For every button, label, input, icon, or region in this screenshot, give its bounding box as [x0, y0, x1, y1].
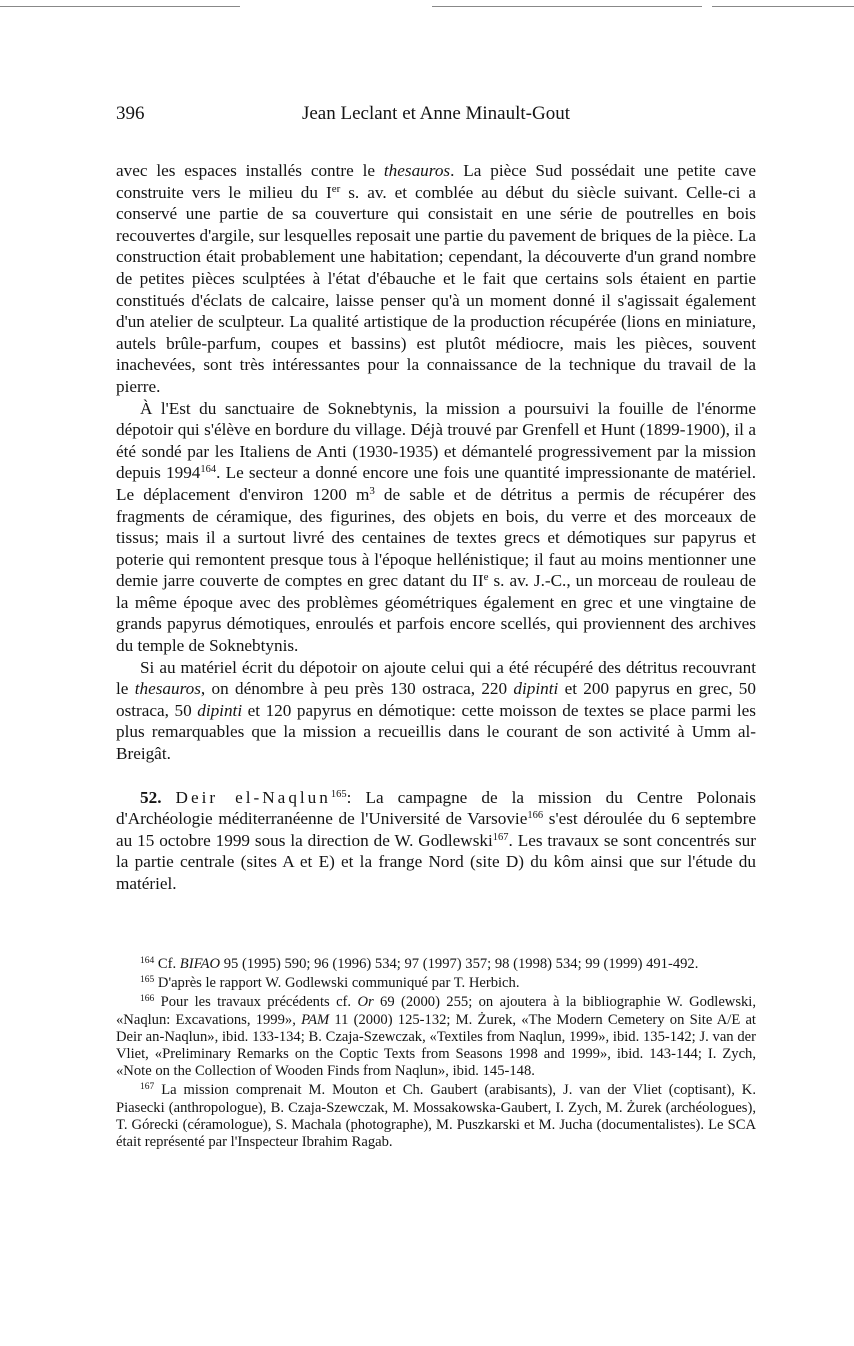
paragraph-depotoir — [116, 398, 756, 657]
top-rule-left — [0, 6, 240, 7]
text-run: D'après le rapport W. Godlewski communiqué par T. Herbich. — [154, 975, 520, 992]
section-name: Deir el-Naqlun — [175, 787, 331, 807]
italic-term: dipinti — [197, 700, 243, 720]
footnote-marker: 167 — [140, 1082, 155, 1093]
text-run: . La pièce Sud possédait une petite cave construite vers le milieu du I — [116, 161, 756, 202]
footnote-marker: 165 — [140, 975, 155, 986]
footnote-marker: 164 — [140, 956, 155, 966]
text-run: À l'Est du sanctuaire de Soknebtynis, la mission a poursuivi la fouille de l'énorme dépotoir qui s'élève en bordure du village. Déjà trouvé par Grenfell et Hunt (1899-1900), il a été sondé par les Italiens de Anti (1930-1935) et démantelé progressivement par la mission depuis 1994 — [116, 398, 756, 483]
footnote-164 — [116, 956, 756, 973]
paragraph-materiel-ecrit — [116, 657, 756, 765]
section-52-paragraph — [116, 787, 756, 895]
text-run: 11 (2000) 125-132; M. Żurek, «The Modern Cemetery on Site A/E at Deir an-Naqlun», ibid. 133-134; B. Czaja-Szewczak, «Textiles from Naqlun, 1999», ibid. 135-142; J. van der Vliet, «Preliminary Remarks on the Coptic Texts from Seasons 1998 and 1999», ibid. 143-144; I. Zych, «Note on the Collection of Wooden Finds from Naqlun», ibid. 145-148. — [116, 1011, 756, 1080]
journal-title: PAM — [301, 1011, 330, 1028]
footnote-ref-164[interactable]: 164 — [200, 464, 217, 476]
text-run: , on dénombre à peu près 130 ostraca, 220 — [200, 679, 514, 699]
footnote-ref-165[interactable]: 165 — [330, 788, 347, 800]
footnote-ref-166[interactable]: 166 — [527, 810, 544, 822]
text-run: Pour les travaux précédents cf. — [154, 994, 358, 1011]
paragraph-atelier — [116, 160, 756, 398]
text-run: avec les espaces installés contre le — [116, 161, 384, 180]
text-run: s. av. et comblée au début du siècle suivant. Celle-ci a conservé une partie de sa couverture qui consistait en une série de poutrelles en bois recouvertes d'argile, sur lesquelles reposait une partie du pavement de briques de la pièce. La construction était probablement une habitation; cependant, la découverte d'un grand nombre de petites pièces sculptées à l'état d'ébauche et le fait que certains sols étaient en partie constitués d'éclats de calcaire, laisse penser qu'à un moment donné il s'agissait également d'un atelier de sculpteur. La qualité artistique de la production récupérée (lions en miniature, autels brûle-parfum, coupes et bassins) est plutôt médiocre, mais les pièces, souvent inachevées, sont très intéressantes pour la connaissance de la technique du travail de la pierre. — [116, 182, 757, 396]
main-text — [116, 160, 756, 895]
italic-term: dipinti — [513, 679, 559, 699]
footnote-165 — [116, 975, 756, 992]
text-run: La mission comprenait M. Mouton et Ch. Gaubert (arabisants), J. van der Vliet (coptisant), K. Piasecki (anthropologue), B. Czaja-Szewczak, M. Mossakowska-Gaubert, I. Zych, M. Żurek (archéologues), T. Górecki (céramologue), S. Machala (photographe), M. Puszkarski et M. Jucha (documentalistes). Le SCA était représenté par l'Inspecteur Ibrahim Ragab. — [116, 1082, 756, 1151]
text-run: Si au matériel écrit du dépotoir on ajoute celui qui a été récupéré des détritus recouvrant le — [116, 657, 756, 699]
journal-title: Or — [357, 994, 374, 1011]
text-run: s. av. J.-C., un morceau de rouleau de la même époque avec des problèmes géométriques également en grec et une vingtaine de grands papyrus démotiques, enroulés et parfois encore scellés, qui proviennent des archives du temple de Soknebtynis. — [116, 571, 756, 656]
text-run: s'est déroulée du 6 septembre au 15 octobre 1999 sous la direction de W. Godlewski — [116, 809, 756, 850]
superscript: 3 — [369, 484, 375, 497]
text-run: : La campagne de la mission du Centre Polonais d'Archéologie méditerranéenne de l'Université de Varsovie — [116, 787, 756, 829]
page-header — [116, 103, 756, 129]
superscript: er — [331, 182, 341, 195]
text-run: de sable et de détritus a permis de récupérer des fragments de céramique, des figurines, des objets en bois, du verre et des morceaux de tissus; mais il a surtout livré des centaines de textes grecs et démotiques sur papyrus et poterie qui remontent presque tous à l'époque hellénistique; il faut au moins mentionner une demie jarre couverte de comptes en grec datant du II — [116, 484, 756, 591]
superscript: e — [483, 571, 489, 584]
text-run: Cf. — [154, 956, 180, 972]
top-rule-right — [712, 6, 854, 7]
text-run: . Les travaux se sont concentrés sur la partie centrale (sites A et E) et la frange Nord (site D) du kôm ainsi que sur l'étude du matériel. — [116, 830, 756, 893]
page-number: 396 — [116, 103, 145, 124]
section-number: 52. — [140, 787, 162, 807]
italic-term: thesauros — [383, 161, 451, 180]
footnotes — [116, 956, 756, 1153]
footnote-166 — [116, 994, 756, 1080]
footnote-marker: 166 — [140, 994, 155, 1005]
text-run: et 200 papyrus en grec, 50 ostraca, 50 — [116, 679, 756, 720]
text-run: 69 (2000) 255; on ajoutera à la bibliographie W. Godlewski, «Naqlun: Excavations, 1999», — [116, 994, 757, 1028]
journal-title: BIFAO — [179, 956, 221, 972]
top-rule-middle — [432, 6, 702, 7]
italic-term: thesauros — [134, 679, 201, 699]
text-run: . Le secteur a donné encore une fois une quantité impressionante de matériel. Le déplacement d'environ 1200 m — [116, 463, 756, 504]
footnote-167 — [116, 1082, 756, 1151]
text-run: 95 (1995) 590; 96 (1996) 534; 97 (1997) 357; 98 (1998) 534; 99 (1999) 491-492. — [220, 956, 699, 972]
text-run: et 120 papyrus en démotique: cette moisson de textes se place parmi les plus remarquables que la mission a recueillis dans le courant de son activité à Umm al-Breigât. — [116, 700, 756, 764]
running-head: Jean Leclant et Anne Minault-Gout — [301, 103, 571, 124]
footnote-ref-167[interactable]: 167 — [492, 831, 509, 843]
